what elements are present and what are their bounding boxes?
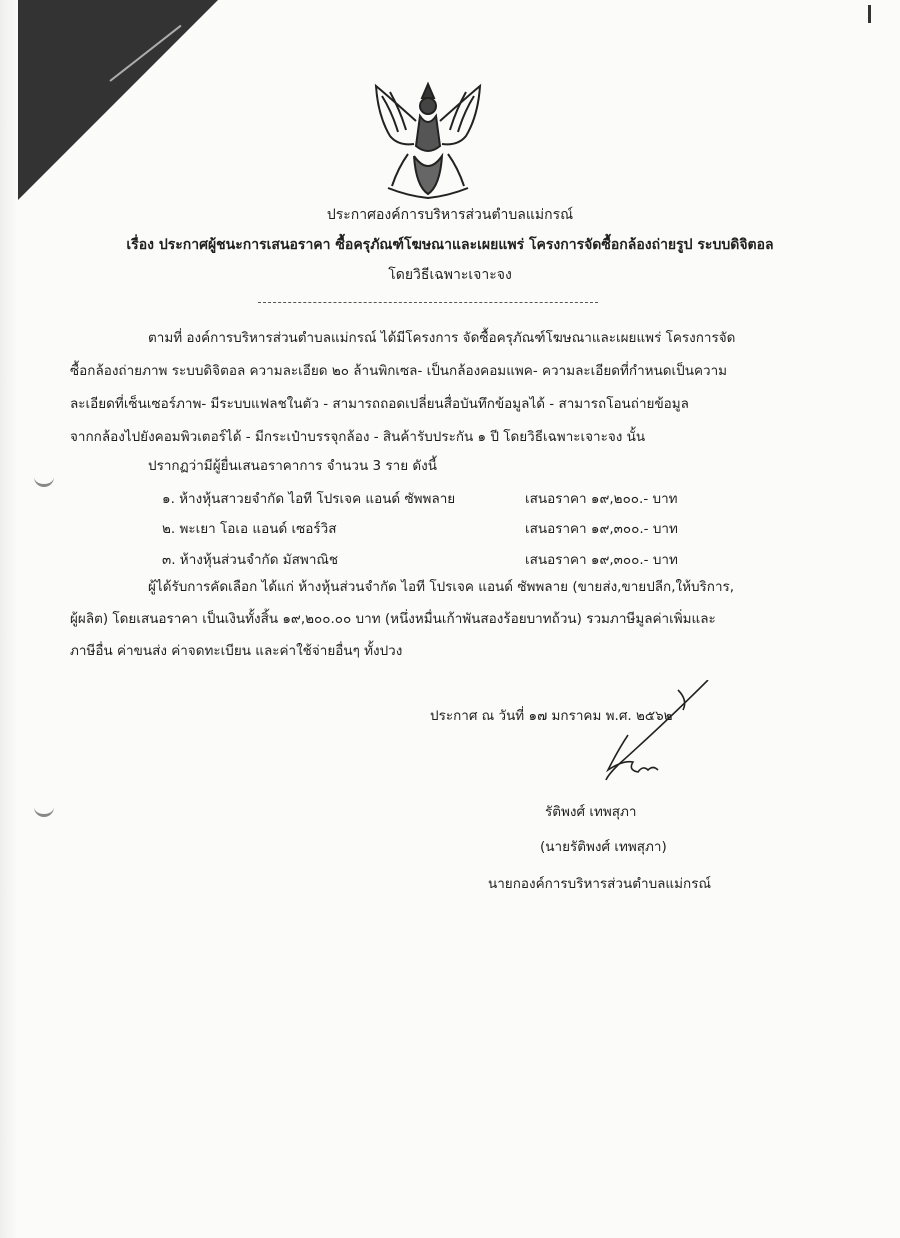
paragraph-line: ซื้อกล้องถ่ายภาพ ระบบดิจิตอล ความละเอียด ๒๐ ล้านพิกเซล- เป็นกล้องคอมแพค- ความละเอียดที่กำหนดเป็นความ [70,363,728,379]
paragraph-line: ละเอียดที่เซ็นเซอร์ภาพ- มีระบบแฟลชในตัว - สามารถถอดเปลี่ยนสื่อบันทึกข้อมูลได้ - สามารถโอนถ่ายข้อมูล [70,396,689,412]
bidder-name: ๒. พะเยา โอเอ แอนด์ เซอร์วิส [162,521,337,537]
signer-position: นายกองค์การบริหารส่วนตำบลแม่กรณ์ [488,876,711,892]
page-edge-shadow [0,0,18,1238]
subject-line: เรื่อง ประกาศผู้ชนะการเสนอราคา ซื้อครุภัณฑ์โฆษณาและเผยแพร่ โครงการจัดซื้อกล้องถ่ายรูป ระบบดิจิตอล [126,237,774,253]
scan-edge-mark [868,5,871,23]
subject-method: โดยวิธีเฉพาะเจาะจง [388,267,512,283]
result-line: ผู้ได้รับการคัดเลือก ได้แก่ ห้างหุ้นส่วนจำกัด ไอที โปรเจค แอนด์ ซัพพลาย (ขายส่ง,ขายปลีก,ให้บริการ, [148,579,735,595]
announcement-title: ประกาศองค์การบริหารส่วนตำบลแม่กรณ์ [326,207,574,223]
separator-line [258,302,598,303]
bidder-name: ๑. ห้างหุ้นสาวยจำกัด ไอที โปรเจค แอนด์ ซัพพลาย [162,491,456,507]
result-line: ภาษีอื่น ค่าขนส่ง ค่าจดทะเบียน และค่าใช้จ่ายอื่นๆ ทั้งปวง [70,643,403,659]
paragraph-line: ตามที่ องค์การบริหารส่วนตำบลแม่กรณ์ ได้มีโครงการ จัดซื้อครุภัณฑ์โฆษณาและเผยแพร่ โครงการจัด [148,330,736,346]
garuda-emblem [368,76,488,204]
paragraph-line: จากกล้องไปยังคอมพิวเตอร์ได้ - มีกระเป๋าบรรจุกล้อง - สินค้ารับประกัน ๑ ปี โดยวิธีเฉพาะเจาะจง นั้น [70,429,646,445]
signer-name: รัติพงศ์ เทพสุภา [545,804,637,820]
bidder-price: เสนอราคา ๑๙,๓๐๐.- บาท [525,521,678,537]
scan-corner-shadow [18,0,218,200]
handwritten-signature [578,680,718,790]
punch-hole-mark [34,470,54,487]
bidder-price: เสนอราคา ๑๙,๒๐๐.- บาท [525,491,678,507]
announce-date: ประกาศ ณ วันที่ ๑๗ มกราคม พ.ศ. ๒๕๖๒ [430,708,673,724]
bidder-price: เสนอราคา ๑๙,๓๐๐.- บาท [525,552,678,568]
bidders-intro: ปรากฏว่ามีผู้ยื่นเสนอราคาการ จำนวน 3 ราย ดังนี้ [148,458,437,474]
signer-full-name: (นายรัติพงศ์ เทพสุภา) [540,839,667,855]
punch-hole-mark [34,800,54,817]
bidder-name: ๓. ห้างหุ้นส่วนจำกัด มัสพาณิช [162,552,339,568]
result-line: ผู้ผลิต) โดยเสนอราคา เป็นเงินทั้งสิ้น ๑๙,๒๐๐.๐๐ บาท (หนึ่งหมื่นเก้าพันสองร้อยบาทถ้วน) รวมภาษีมูลค่าเพิ่มและ [70,611,716,627]
